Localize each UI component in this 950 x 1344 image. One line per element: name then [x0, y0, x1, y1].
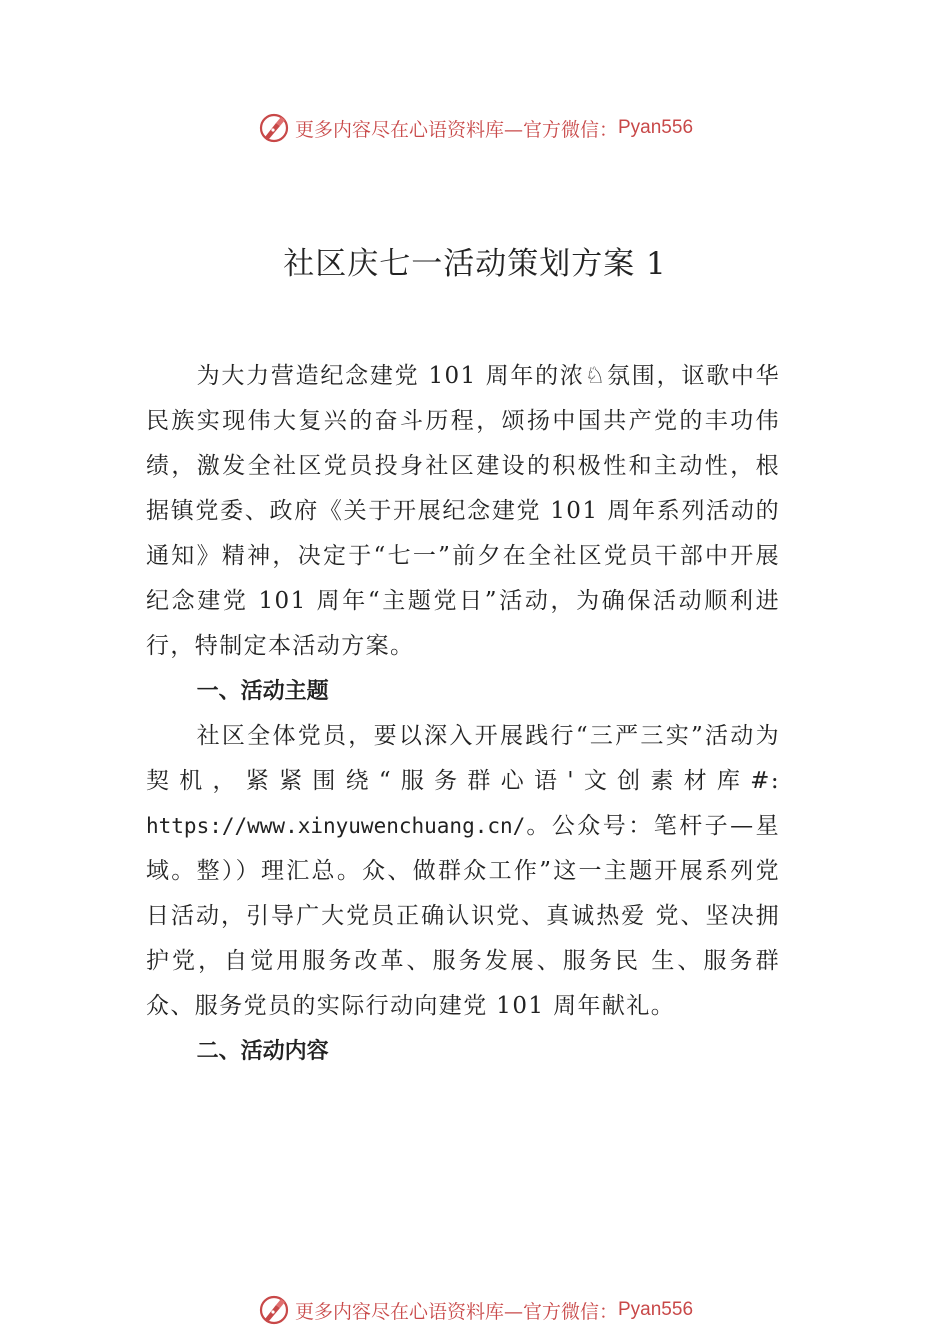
banner-text: 更多内容尽在心语资料库—官方微信： — [294, 1300, 618, 1323]
banner-text: 更多内容尽在心语资料库—官方微信： — [294, 118, 618, 141]
footer-banner — [0, 1290, 950, 1330]
intro-paragraph: 为大力营造纪念建党 101 周年的浓♘氛围，讴歌中华民族实现伟大复兴的奋斗历程，颂扬中国共产党的丰功伟绩，激发全社区党员投身社区建设的积极性和主动性，根据镇党委、政府《关于开展纪念建党 101 周年系列活动的通知》精神，决定于“七一”前夕在全社区党员干部中开展纪念建党 101 周年“主题党日”活动，为确保活动顺利进行，特制定本活动方案。 — [146, 363, 780, 659]
header-banner — [0, 108, 950, 148]
pen-nib-logo-icon — [257, 111, 291, 145]
page-title: 社区庆七一活动策划方案 1 — [283, 246, 667, 282]
pen-nib-logo-icon — [257, 1293, 291, 1327]
website-url: https://www.xinyuwenchuang.cn/ — [146, 814, 526, 838]
section-heading-content: 二、活动内容 — [196, 1039, 329, 1064]
banner-wechat-id: Pyan556 — [618, 1299, 694, 1320]
theme-paragraph — [146, 714, 780, 1029]
section-heading-theme: 一、活动主题 — [196, 679, 329, 704]
banner-wechat-id: Pyan556 — [618, 117, 694, 138]
theme-text-part-2: 。公众号：笔杆子—星域。整））理汇总。众、做群众工作”这一主题开展系列党日活动，引导广大党员正确认识党、真诚热爱 党、坚决拥护党，自觉用服务改革、服务发展、服务民 生、服务群众、服务党员的实际行动向建党 101 周年献礼。 — [146, 813, 780, 1019]
theme-text-part-1: 社区全体党员，要以深入开展践行“三严三实”活动为契机，紧紧围绕“服务群心语'文创素材库#: — [146, 723, 780, 794]
document-body — [146, 354, 780, 1074]
